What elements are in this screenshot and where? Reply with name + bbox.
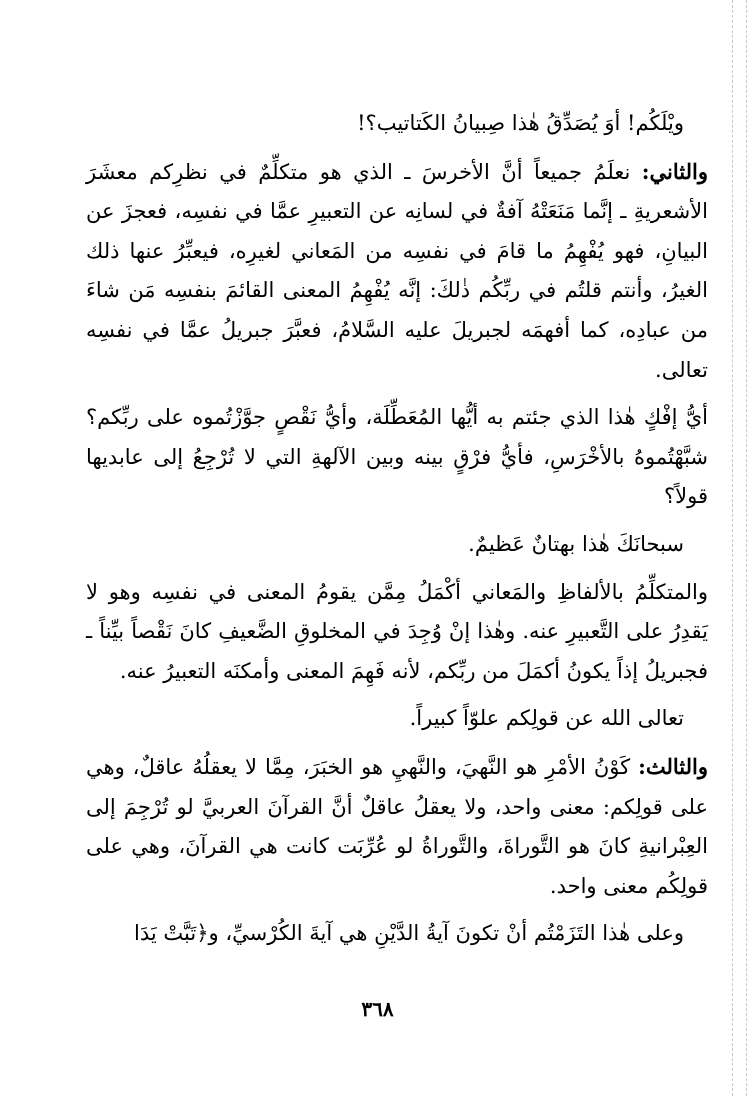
paragraph-text: تعالى الله عن قولِكم علوّاً كبيراً. xyxy=(409,706,684,731)
paragraph xyxy=(86,525,708,565)
paragraph-text: سبحانَكَ هٰذا بهتانٌ عَظيمٌ. xyxy=(468,531,684,556)
paragraph-text: نعلَمُ جميعاً أنَّ الأخرسَ ـ الذي هو متكلِّمٌ في نظرِكم معشَرَ الأشعريةِ ـ إنَّما مَنَعَتْهُ آفةٌ في لسانِه عن التعبيرِ عمَّا في نفسِه، فعجزَ عن البيانِ، فهو يُفْهِمُ ما قامَ في نفسِه من المَعاني لغيرِه، فيعبِّرُ عنها ذلك الغيرُ، وأنتم قلتُم في ربِّكُم ذٰلكَ: إنَّه يُفْهِمُ المعنى القائمَ بنفسِه مَن شاءَ من عبادِه، كما أفهمَه لجبريلَ عليه السَّلامُ، فعبَّرَ جبريلُ عمَّا في نفسِه تعالى. xyxy=(86,159,708,382)
paragraph-text: والمتكلِّمُ بالألفاظِ والمَعاني أكْمَلُ مِمَّن يقومُ المعنى في نفسِه وهو لا يَقدِرُ على التَّعبيرِ عنه. وهٰذا إنْ وُجِدَ في المخلوقِ الضَّعيفِ كانَ نَقْصاً بيِّناً ـ فجبريلُ إذاً يكونُ أكمَلَ من ربِّكم، لأنه فَهِمَ المعنى وأمكنَه التعبيرُ عنه. xyxy=(86,579,708,683)
paragraph-lead: والثالث: xyxy=(638,753,708,779)
page-text xyxy=(86,104,708,954)
paragraph xyxy=(86,398,708,517)
paragraph xyxy=(86,914,708,954)
paragraph xyxy=(86,573,708,692)
paragraph-text: ويْلَكُم! أوَ يُصَدِّقُ هٰذا صِبيانُ الكَتاتيب؟! xyxy=(357,111,684,135)
margin-guide-line xyxy=(746,0,747,1096)
paragraph-lead: والثاني: xyxy=(641,158,708,184)
paragraph-text: وعلى هٰذا التَزَمْتُم أنْ تكونَ آيةُ الدَّيْنِ هي آيةَ الكُرْسيِّ، و﴿تَبَّتْ يَدَا xyxy=(134,921,684,946)
paragraph xyxy=(86,104,708,144)
paragraph xyxy=(86,699,708,739)
paragraph xyxy=(86,152,708,391)
margin-guide-line xyxy=(732,0,733,1096)
page-number: ٣٦٨ xyxy=(361,997,394,1021)
paragraph-text: كَوْنُ الأمْرِ هو النَّهيَ، والنَّهيِ هو الخبَرَ، مِمَّا لا يعقلُهُ عاقلٌ، وهي على قولِكم: معنى واحد، ولا يعقلُ عاقلٌ أنَّ القرآنَ العربيَّ لو تُرْجِمَ إلى العِبْرانيةِ كانَ هو التَّوراةَ، والتَّوراةُ لو عُرِّبَت كانت هي القرآنَ، وهي على قولِكُم معنى واحد. xyxy=(86,754,708,898)
paragraph-text: أيُّ إفْكٍ هٰذا الذي جئتم به أيُّها المُعَطِّلَة، وأيُّ نَقْصٍ جوَّزْتُموه على ربِّكم؟ شبَّهْتُموهُ بالأخْرَسِ، فأيُّ فرْقٍ بينه وبين الآلهةِ التي لا تُرْجِعُ إلى عابديها قولاً؟ xyxy=(86,405,708,509)
paragraph xyxy=(86,747,708,906)
